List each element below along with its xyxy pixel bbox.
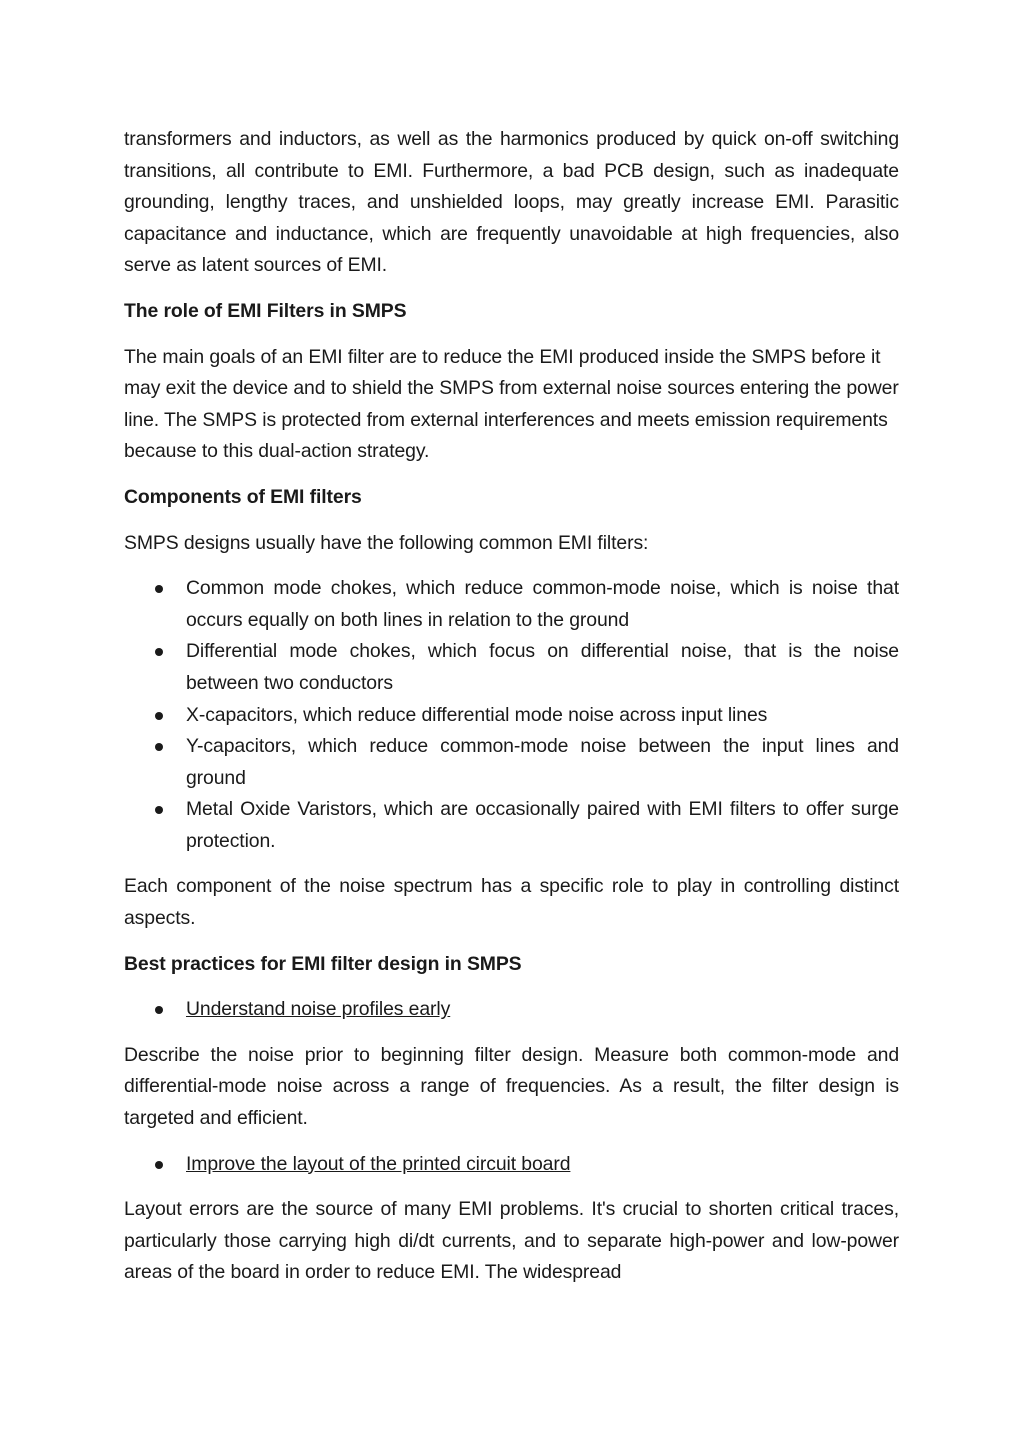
bullet-icon <box>155 743 163 751</box>
document-page <box>124 124 899 1289</box>
components-heading: Components of EMI filters <box>124 485 362 508</box>
bullet-icon <box>155 648 163 656</box>
list-item <box>124 731 899 794</box>
practice1-title: Understand noise profiles early <box>186 998 451 1021</box>
practice1-list <box>124 994 899 1026</box>
list-item <box>124 700 899 732</box>
components-closing: Each component of the noise spectrum has a specific role to play in controlling distinct aspects. <box>124 875 899 930</box>
list-item-text: Metal Oxide Varistors, which are occasionally paired with EMI filters to offer surge protection. <box>186 798 899 852</box>
list-item <box>124 994 899 1026</box>
list-item <box>124 1149 899 1181</box>
list-item-text: Differential mode chokes, which focus on differential noise, that is the noise between two conductors <box>186 640 899 694</box>
list-item-text: Common mode chokes, which reduce common-mode noise, which is noise that occurs equally on both lines in relation to the ground <box>186 577 899 631</box>
bullet-icon <box>155 1006 163 1014</box>
list-item-text: Y-capacitors, which reduce common-mode noise between the input lines and ground <box>186 735 899 789</box>
bullet-icon <box>155 585 163 593</box>
list-item <box>124 573 899 636</box>
intro-paragraph: transformers and inductors, as well as the harmonics produced by quick on-off switching transitions, all contribute to EMI. Furthermore, a bad PCB design, such as inadequate grounding, lengthy traces, and unshielded loops, may greatly increase EMI. Parasitic capacitance and inductance, which are frequently unavoidable at high frequencies, also serve as latent sources of EMI. <box>124 128 899 277</box>
components-lead: SMPS designs usually have the following common EMI filters: <box>124 531 649 554</box>
role-paragraph: The main goals of an EMI filter are to reduce the EMI produced inside the SMPS before it may exit the device and to shield the SMPS from external noise sources entering the power line. The SMPS is protected from external interferences and meets emission requirements because to this dual-action strategy. <box>124 345 899 463</box>
list-item <box>124 794 899 857</box>
practice2-paragraph: Layout errors are the source of many EMI problems. It's crucial to shorten critical traces, particularly those carrying high di/dt currents, and to separate high-power and low-power areas of the board in order to reduce EMI. The widespread <box>124 1198 899 1284</box>
components-list <box>124 573 899 857</box>
best-practices-heading: Best practices for EMI filter design in SMPS <box>124 952 522 975</box>
list-item <box>124 636 899 699</box>
practice2-title: Improve the layout of the printed circuit board <box>186 1152 571 1175</box>
role-heading: The role of EMI Filters in SMPS <box>124 299 407 322</box>
practice1-paragraph: Describe the noise prior to beginning filter design. Measure both common-mode and differential-mode noise across a range of frequencies. As a result, the filter design is targeted and efficient. <box>124 1043 899 1130</box>
bullet-icon <box>155 1161 163 1169</box>
list-item-text: X-capacitors, which reduce differential mode noise across input lines <box>186 703 768 726</box>
practice2-list <box>124 1149 899 1181</box>
bullet-icon <box>155 806 163 814</box>
bullet-icon <box>155 712 163 720</box>
